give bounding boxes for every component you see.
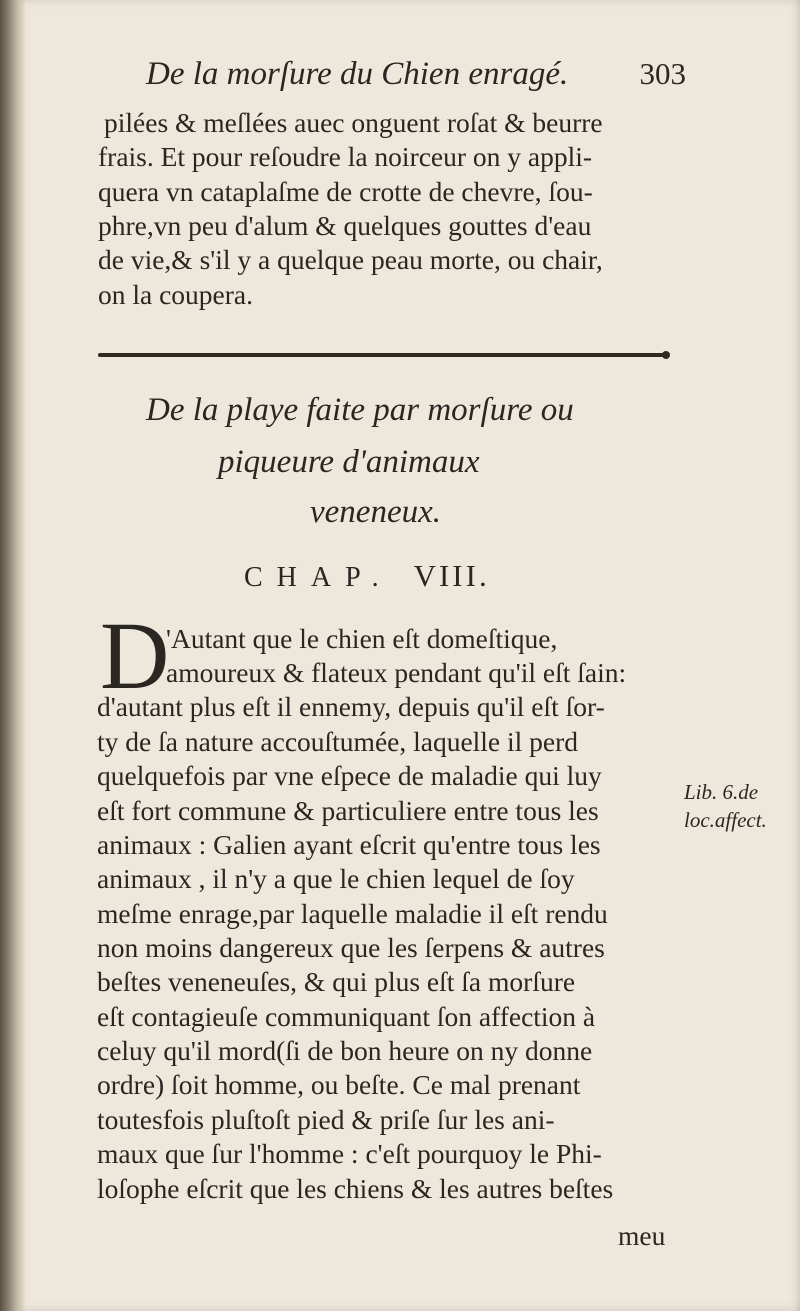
catchword: meu	[618, 1220, 666, 1251]
text-line: phre,vn peu d'alum & quelques gouttes d'eau	[98, 210, 592, 241]
chapter-heading	[244, 558, 490, 594]
drop-cap: D	[100, 602, 170, 709]
text-line: 'Autant que le chien eſt domeſtique,	[166, 623, 558, 654]
page-number: 303	[639, 56, 686, 91]
text-line: d'autant plus eſt il ennemy, depuis qu'il eſt ſor-	[97, 691, 605, 722]
chapter-number: VIII.	[413, 558, 490, 593]
text-line: loſophe eſcrit que les chiens & les autres beſtes	[97, 1173, 614, 1204]
text-line: animaux , il n'y a que le chien lequel de ſoy	[97, 863, 575, 894]
margin-note-line: Lib. 6.de	[684, 780, 759, 804]
text-line: quera vn cataplaſme de crotte de chevre, ſou-	[98, 176, 593, 207]
text-line: frais. Et pour reſoudre la noirceur on y appli-	[98, 141, 593, 172]
running-head-title: De la morſure du Chien enragé.	[146, 56, 569, 92]
text-line: ty de ſa nature accouſtumée, laquelle il perd	[97, 726, 579, 757]
section-rule	[98, 353, 666, 357]
text-line: on la coupera.	[98, 279, 253, 310]
text-line: toutesfois pluſtoſt pied & priſe ſur les ani-	[97, 1104, 555, 1135]
text-line: eſt fort commune & particuliere entre tous les	[97, 795, 599, 826]
section-title-line: piqueure d'animaux	[218, 444, 480, 480]
text-line: eſt contagieuſe communiquant ſon affection à	[97, 1001, 596, 1032]
text-line: meſme enrage,par laquelle maladie il eſt rendu	[97, 898, 608, 929]
text-line: maux que ſur l'homme : c'eſt pourquoy le Phi-	[97, 1138, 602, 1169]
text-line: amoureux & flateux pendant qu'il eſt ſain:	[166, 657, 627, 688]
book-gutter	[0, 0, 26, 1311]
text-line: beſtes veneneuſes, & qui plus eſt ſa morſure	[97, 966, 576, 997]
section-title-line: De la playe faite par morſure ou	[146, 392, 574, 428]
running-head	[146, 56, 686, 100]
section-title-line: veneneux.	[310, 494, 441, 530]
text-line: celuy qu'il mord(ſi de bon heure on ny donne	[97, 1035, 593, 1066]
margin-note-line: loc.affect.	[684, 808, 767, 832]
text-line: non moins dangereux que les ſerpens & autres	[97, 932, 605, 963]
chapter-label: CHAP.	[244, 562, 393, 593]
text-line: animaux : Galien ayant eſcrit qu'entre tous les	[97, 829, 601, 860]
text-line: ordre) ſoit homme, ou beſte. Ce mal prenant	[97, 1069, 581, 1100]
text-line: pilées & meſlées auec onguent roſat & beurre	[104, 107, 603, 138]
text-line: quelquefois par vne eſpece de maladie qui luy	[97, 760, 602, 791]
text-line: de vie,& s'il y a quelque peau morte, ou chair,	[98, 244, 603, 275]
